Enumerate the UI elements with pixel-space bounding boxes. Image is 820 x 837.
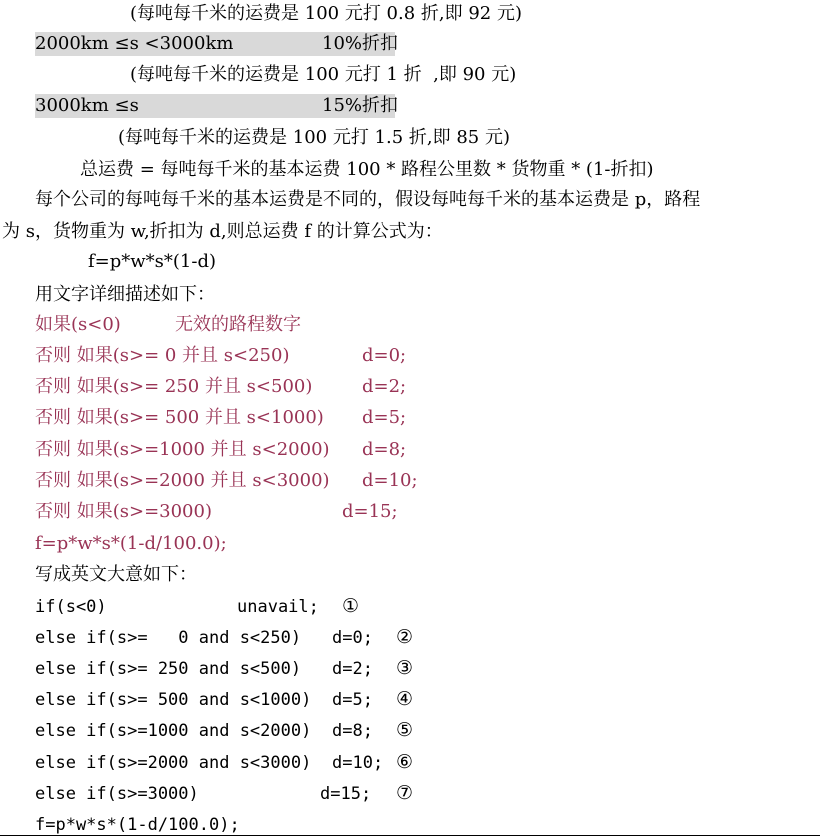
en-pseudo-result-2: d=0; (332, 628, 373, 648)
en-pseudo-result-3: d=2; (332, 659, 373, 679)
cn-pseudo-cond-2: 否则 如果(s>= 0 并且 s<250) (35, 345, 290, 366)
cn-pseudo-result-7: d=15; (342, 501, 398, 522)
en-pseudo-result-1: unavail; (237, 597, 319, 617)
note-discount-0-8: (每吨每千米的运费是 100 元打 0.8 折,即 92 元) (130, 3, 522, 24)
en-pseudo-cond-1: if(s<0) (35, 597, 107, 617)
cn-pseudo-cond-7: 否则 如果(s>=3000) (35, 501, 212, 522)
en-pseudo-cond-3: else if(s>= 250 and s<500) (35, 659, 302, 679)
en-pseudo-final: f=p*w*s*(1-d/100.0); (35, 815, 240, 835)
circled-number-3-icon: ③ (396, 657, 414, 679)
en-pseudo-cond-4: else if(s>= 500 and s<1000) (35, 690, 312, 710)
en-pseudo-result-6: d=10; (332, 753, 384, 773)
discount-15-percent: 15%折扣 (322, 95, 399, 116)
range-3000-plus: 3000km ≤s (35, 95, 139, 116)
bottom-rule-divider (0, 835, 820, 836)
paragraph-line-2: 为 s，货物重为 w,折扣为 d,则总运费 f 的计算公式为： (2, 221, 443, 242)
describe-heading: 用文字详细描述如下： (35, 284, 215, 305)
circled-number-1-icon: ① (342, 595, 360, 617)
circled-number-7-icon: ⑦ (396, 782, 414, 804)
note-discount-1-5: (每吨每千米的运费是 100 元打 1.5 折,即 85 元) (118, 127, 510, 148)
paragraph-line-1: 每个公司的每吨每千米的基本运费是不同的，假设每吨每千米的基本运费是 p，路程 (35, 189, 701, 210)
circled-number-5-icon: ⑤ (396, 719, 414, 741)
en-pseudo-cond-7: else if(s>=3000) (35, 784, 199, 804)
cn-pseudo-result-6: d=10; (362, 470, 418, 491)
cn-pseudo-result-5: d=8; (362, 439, 407, 460)
cn-pseudo-cond-6: 否则 如果(s>=2000 并且 s<3000) (35, 470, 330, 491)
total-freight-formula: 总运费 = 每吨每千米的基本运费 100 * 路程公里数 * 货物重 * (1-折扣) (80, 159, 654, 180)
en-pseudo-cond-5: else if(s>=1000 and s<2000) (35, 721, 312, 741)
cn-pseudo-cond-3: 否则 如果(s>= 250 并且 s<500) (35, 376, 313, 397)
discount-10-percent: 10%折扣 (322, 33, 399, 54)
circled-number-2-icon: ② (396, 626, 414, 648)
formula-f: f=p*w*s*(1-d) (88, 251, 217, 272)
range-2000-3000: 2000km ≤s <3000km (35, 33, 234, 54)
cn-pseudo-final: f=p*w*s*(1-d/100.0); (35, 533, 227, 554)
cn-pseudo-result-2: d=0; (362, 345, 407, 366)
cn-pseudo-cond-1: 如果(s<0) (35, 314, 121, 335)
cn-pseudo-result-1: 无效的路程数字 (175, 314, 301, 335)
cn-pseudo-result-4: d=5; (362, 407, 407, 428)
en-pseudo-cond-2: else if(s>= 0 and s<250) (35, 628, 302, 648)
circled-number-6-icon: ⑥ (396, 751, 414, 773)
cn-pseudo-cond-5: 否则 如果(s>=1000 并且 s<2000) (35, 439, 330, 460)
note-discount-1: (每吨每千米的运费是 100 元打 1 折 ,即 90 元) (130, 64, 517, 85)
en-pseudo-result-5: d=8; (332, 721, 373, 741)
cn-pseudo-result-3: d=2; (362, 376, 407, 397)
en-pseudo-cond-6: else if(s>=2000 and s<3000) (35, 753, 312, 773)
circled-number-4-icon: ④ (396, 688, 414, 710)
english-heading: 写成英文大意如下： (35, 564, 197, 585)
en-pseudo-result-4: d=5; (332, 690, 373, 710)
cn-pseudo-cond-4: 否则 如果(s>= 500 并且 s<1000) (35, 407, 324, 428)
en-pseudo-result-7: d=15; (320, 784, 372, 804)
